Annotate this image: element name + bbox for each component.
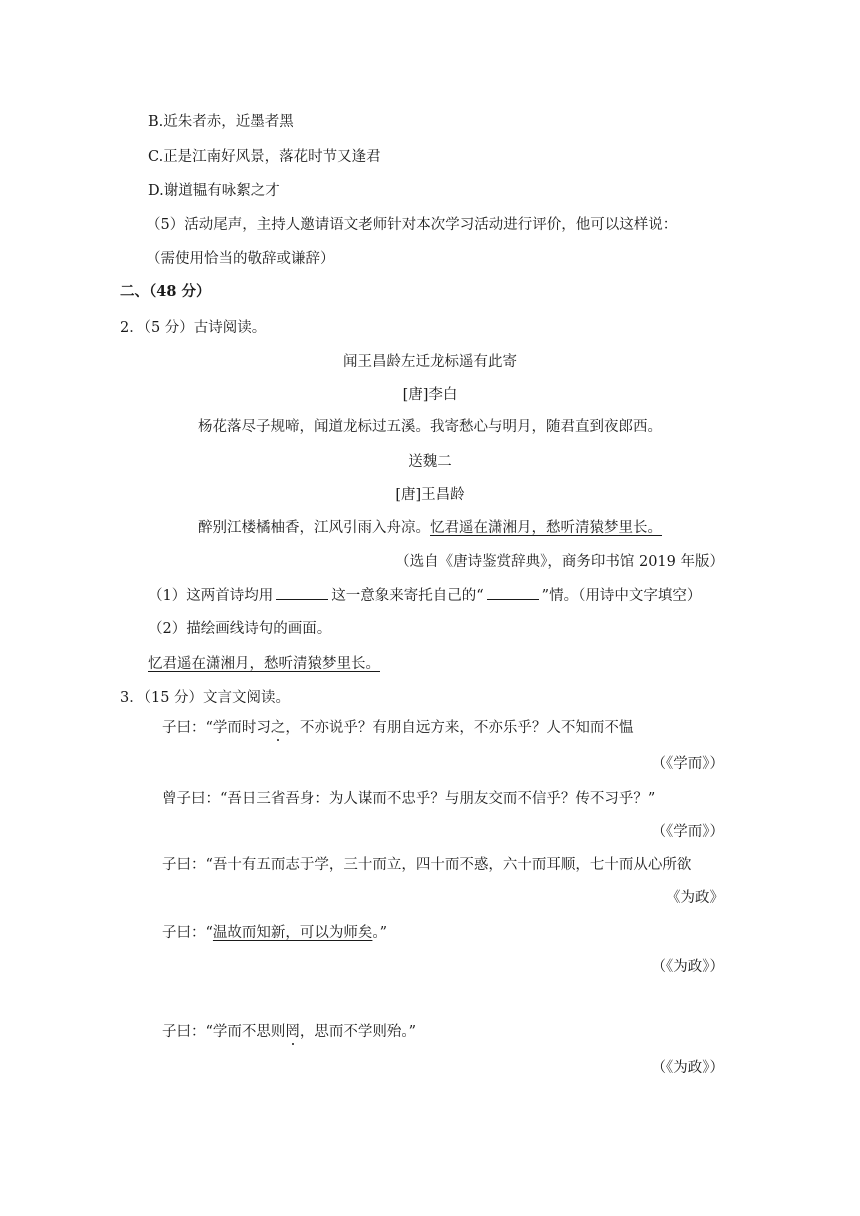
answer-blank-2[interactable]	[487, 585, 539, 600]
poem1-author: [唐]李白	[402, 387, 458, 403]
subquestion-5-line1: （5）活动尾声，主持人邀请语文老师针对本次学习活动进行评价，他可以这样说：	[146, 217, 678, 233]
passage-3-source: 《为政》	[666, 890, 724, 906]
poem1-text: 杨花落尽子规啼，闻道龙标过五溪。我寄愁心与明月，随君直到夜郎西。	[198, 419, 662, 435]
dotted-char: 之	[270, 720, 286, 736]
subquestion-5-line2: （需使用恰当的敬辞或谦辞）	[146, 251, 335, 267]
poem2-text	[0, 518, 860, 538]
passage-2-source: （《学而》）	[651, 824, 724, 840]
option-d: D.谢道韫有咏絮之才	[148, 183, 280, 199]
passage-4-source: （《为政》）	[651, 959, 724, 975]
poem2-text-underlined: 忆君遥在潇湘月，愁听清猿梦里长。	[430, 520, 662, 536]
passage-4-underlined: 温故而知新，可以为师矣	[212, 925, 373, 941]
passage-5	[162, 1022, 416, 1042]
subquestion-1-part-c: ”情。（用诗中文字填空）	[541, 588, 702, 604]
passage-1-source: （《学而》）	[651, 756, 724, 772]
section-heading: 二、（48 分）	[120, 283, 211, 300]
question-3-intro: 3．（15 分）文言文阅读。	[120, 690, 291, 706]
poem2-author: [唐]王昌龄	[395, 487, 465, 503]
poem2-text-plain: 醉别江楼橘柚香，江风引雨入舟凉。	[198, 520, 430, 536]
passage-4-post: 。”	[372, 925, 388, 941]
subquestion-2-quote: 忆君遥在潇湘月，愁听清猿梦里长。	[148, 656, 380, 672]
passage-2: 曾子曰：“吾日三省吾身：为人谋而不忠乎？与朋友交而不信乎？传不习乎？”	[162, 791, 656, 807]
option-b: B.近朱者赤，近墨者黑	[148, 114, 294, 130]
passage-5-post: ，思而不学则殆。”	[299, 1024, 417, 1040]
passage-5-pre: 子曰：“学而不思则	[162, 1024, 286, 1040]
subquestion-1-part-b: 这一意象来寄托自己的“	[331, 588, 484, 604]
subquestion-1-part-a: （1）这两首诗均用	[148, 588, 274, 604]
answer-blank-1[interactable]	[276, 585, 328, 600]
poem1-title: 闻王昌龄左迁龙标遥有此寄	[343, 354, 517, 370]
passage-1-post: ，不亦说乎？有朋自远方来，不亦乐乎？人不知而不愠	[285, 720, 634, 736]
passage-5-source: （《为政》）	[651, 1060, 724, 1076]
passage-1	[162, 718, 633, 738]
poem2-title: 送魏二	[408, 454, 452, 470]
passage-4	[162, 923, 387, 943]
passage-3: 子曰：“吾十有五而志于学，三十而立，四十而不惑，六十而耳顺，七十而从心所欲	[162, 857, 692, 873]
question-2-intro: 2．（5 分）古诗阅读。	[120, 320, 267, 336]
subquestion-1	[148, 585, 701, 606]
dotted-char: 罔	[285, 1024, 300, 1040]
option-c: C.正是江南好风景，落花时节又逢君	[148, 149, 381, 165]
passage-4-pre: 子曰：“	[162, 925, 213, 941]
poem-source: （选自《唐诗鉴赏辞典》，商务印书馆 2019 年版）	[395, 554, 724, 570]
subquestion-2: （2）描绘画线诗句的画面。	[148, 621, 332, 637]
passage-1-pre: 子曰：“学而时习	[162, 720, 271, 736]
